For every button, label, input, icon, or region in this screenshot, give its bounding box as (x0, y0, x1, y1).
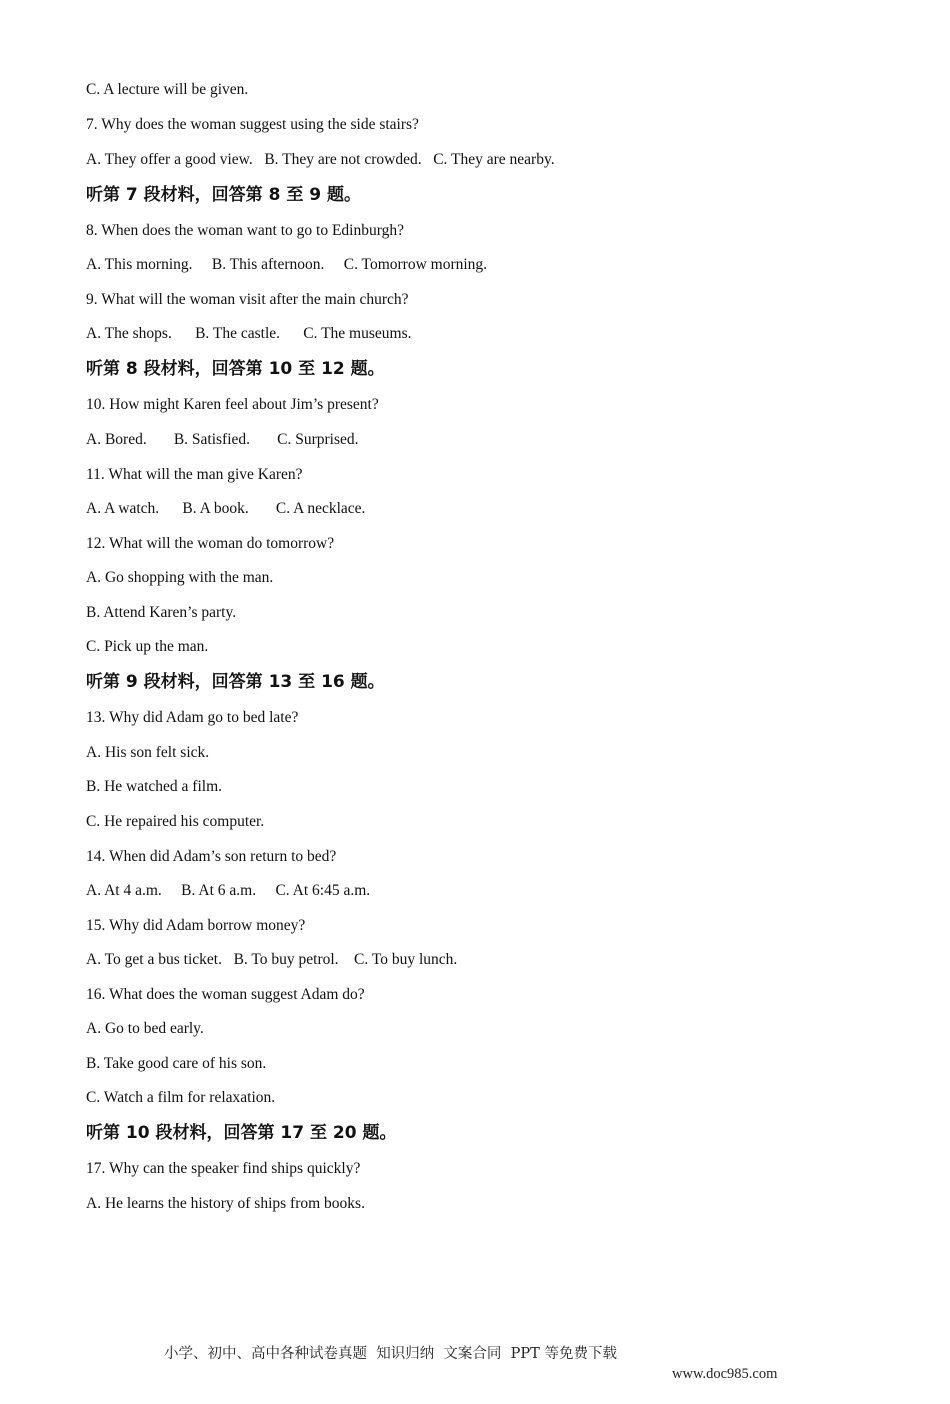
question-line: 11. What will the man give Karen? (86, 466, 303, 483)
option-line: A. The shops. B. The castle. C. The museums. (86, 325, 412, 342)
question-line: 12. What will the woman do tomorrow? (86, 535, 335, 552)
question-line: 10. How might Karen feel about Jim’s present? (86, 396, 379, 413)
option-line: A. Go shopping with the man. (86, 569, 274, 586)
question-line: 7. Why does the woman suggest using the side stairs? (86, 116, 419, 133)
footer-site-link[interactable]: www.doc985.com (672, 1366, 778, 1382)
question-line: 13. Why did Adam go to bed late? (86, 709, 299, 726)
option-line: A. Bored. B. Satisfied. C. Surprised. (86, 431, 359, 448)
option-line: A. This morning. B. This afternoon. C. Tomorrow morning. (86, 256, 488, 273)
option-line: A. To get a bus ticket. B. To buy petrol. C. To buy lunch. (86, 951, 458, 968)
footer-ad-text: 小学、初中、高中各种试卷真题 知识归纳 文案合同 PPT 等免费下载 (164, 1346, 617, 1362)
section-heading: 听第 9 段材料，回答第 13 至 16 题。 (86, 672, 385, 692)
option-line: A. He learns the history of ships from books. (86, 1195, 365, 1212)
question-line: 14. When did Adam’s son return to bed? (86, 848, 337, 865)
question-line: 17. Why can the speaker find ships quickly? (86, 1160, 361, 1177)
question-line: 15. Why did Adam borrow money? (86, 917, 306, 934)
option-line: B. Attend Karen’s party. (86, 604, 237, 621)
question-line: 8. When does the woman want to go to Edinburgh? (86, 222, 404, 239)
question-line: 16. What does the woman suggest Adam do? (86, 986, 365, 1003)
option-line: C. He repaired his computer. (86, 813, 265, 830)
option-line: C. Pick up the man. (86, 638, 209, 655)
option-line: A. They offer a good view. B. They are not crowded. C. They are nearby. (86, 151, 555, 168)
option-line: C. Watch a film for relaxation. (86, 1089, 276, 1106)
option-line: A. A watch. B. A book. C. A necklace. (86, 500, 366, 517)
question-line: 9. What will the woman visit after the main church? (86, 291, 409, 308)
section-heading: 听第 10 段材料，回答第 17 至 20 题。 (86, 1123, 397, 1143)
section-heading: 听第 7 段材料，回答第 8 至 9 题。 (86, 185, 361, 205)
page-footer (0, 1324, 950, 1404)
option-line: A. Go to bed early. (86, 1020, 204, 1037)
option-line: A. At 4 a.m. B. At 6 a.m. C. At 6:45 a.m. (86, 882, 371, 899)
option-line: C. A lecture will be given. (86, 81, 249, 98)
section-heading: 听第 8 段材料，回答第 10 至 12 题。 (86, 359, 385, 379)
option-line: B. Take good care of his son. (86, 1055, 267, 1072)
option-line: A. His son felt sick. (86, 744, 210, 761)
option-line: B. He watched a film. (86, 778, 223, 795)
